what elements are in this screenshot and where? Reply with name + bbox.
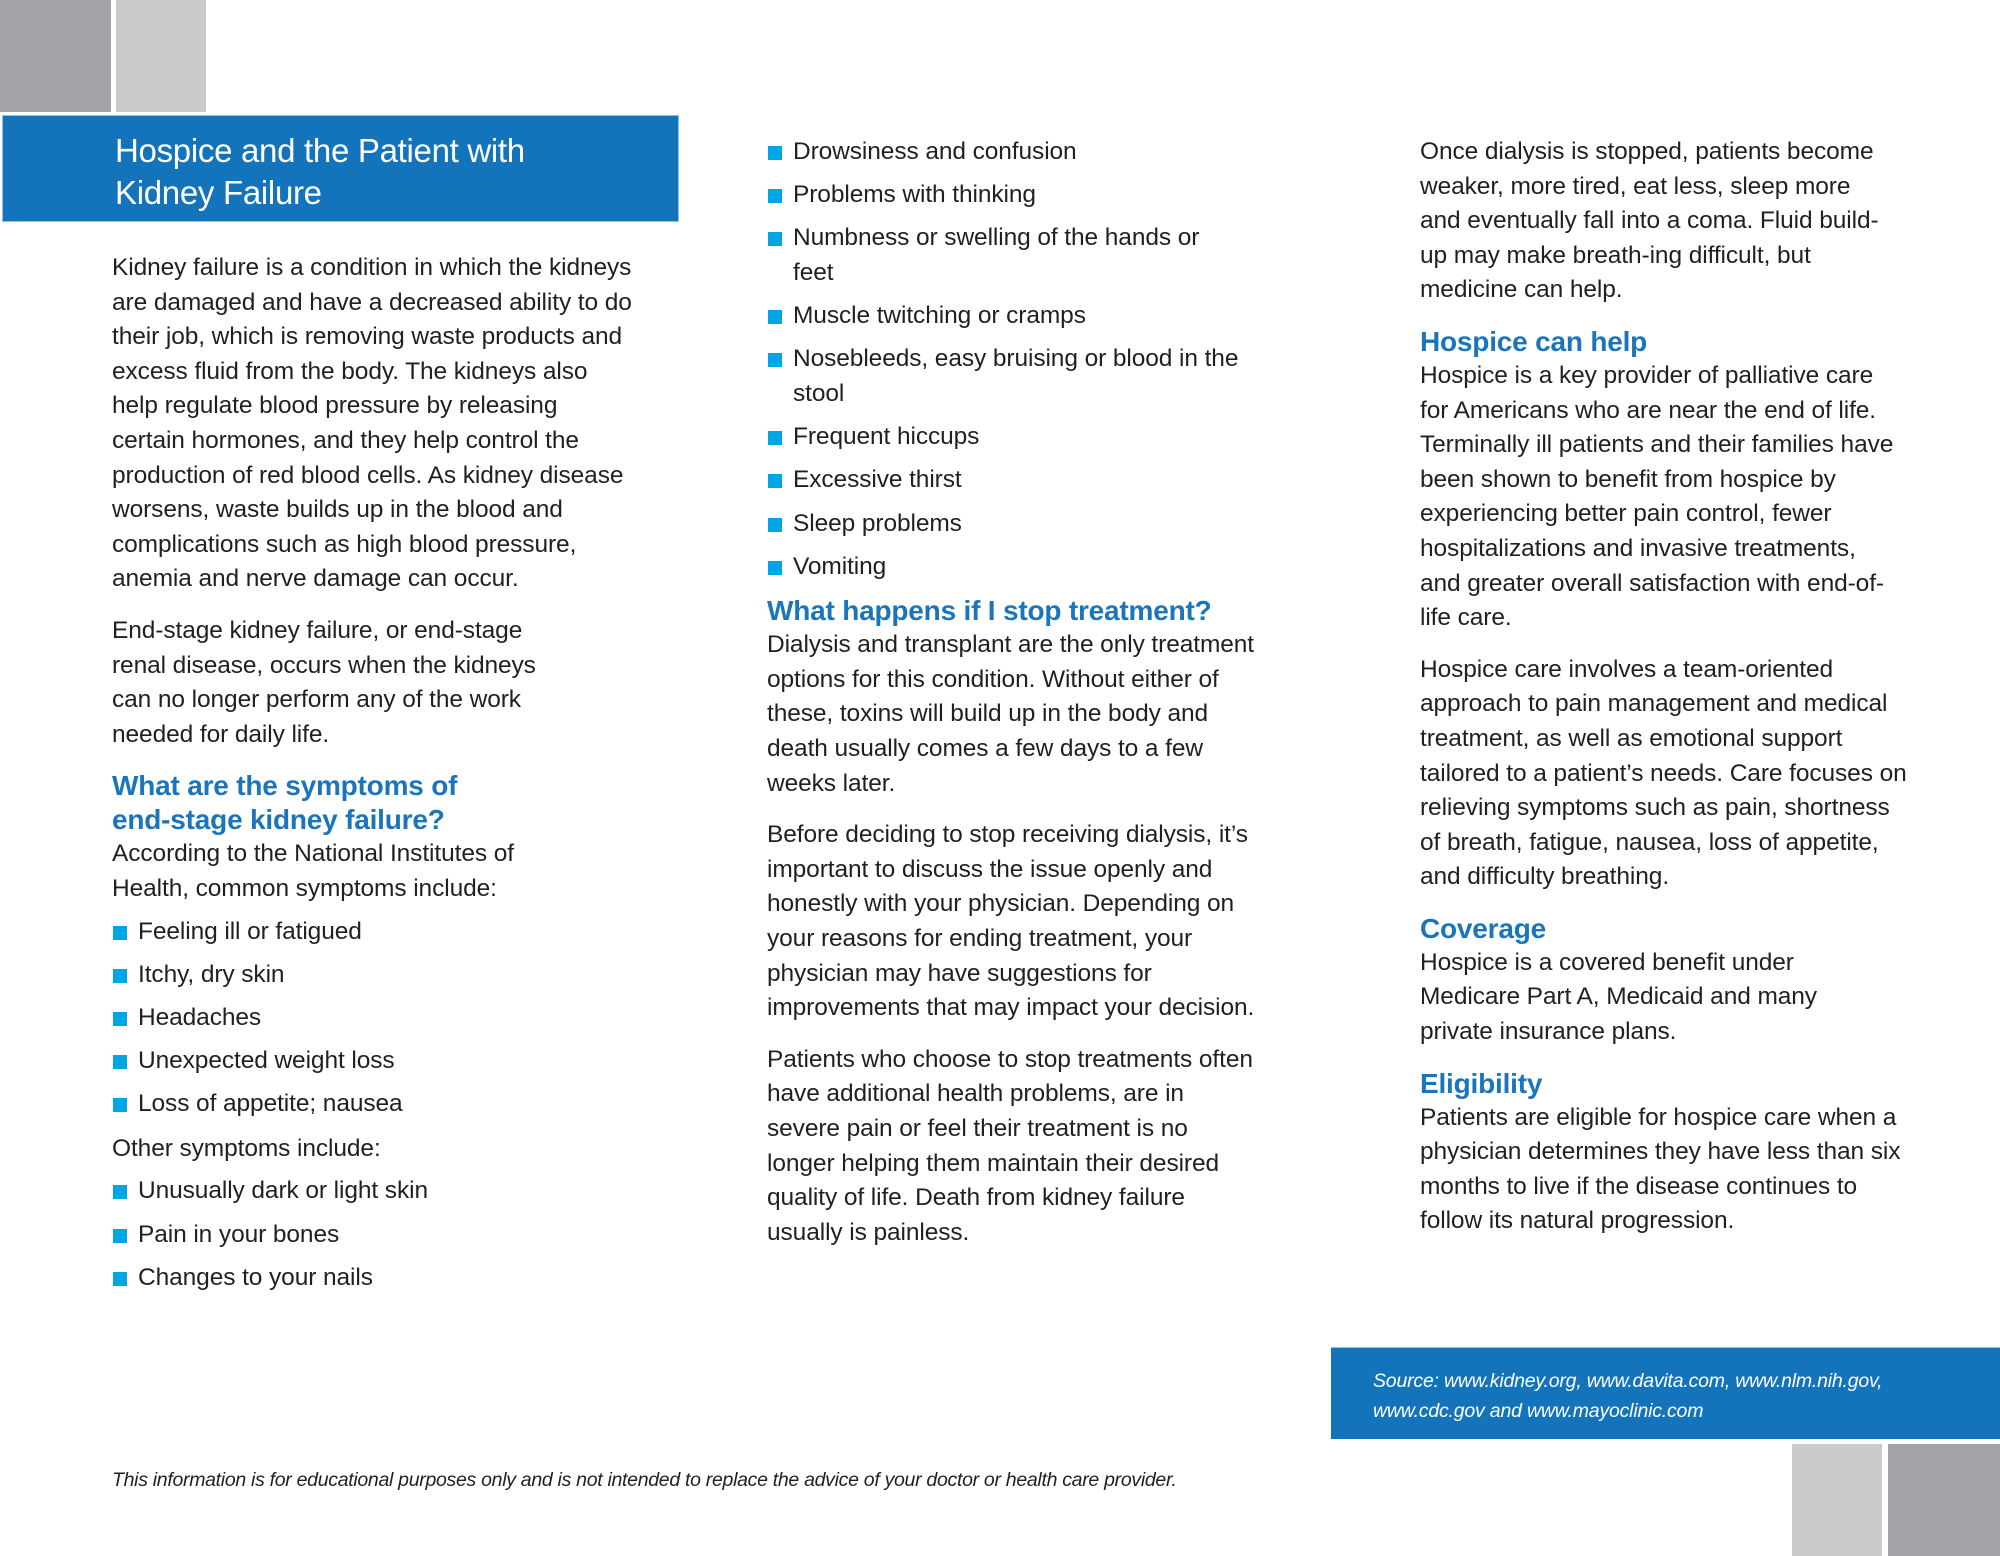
- list-item: Problems with thinking: [767, 178, 1237, 213]
- source-box: [1331, 1348, 2000, 1439]
- intro-paragraph: End-stage kidney failure, or end-stage renal disease, occurs when the kidneys can no longer perform any of the work needed for daily life.: [112, 616, 536, 748]
- list-item: Sleep problems: [767, 507, 1237, 542]
- list-item: Excessive thirst: [767, 463, 1237, 498]
- decorative-square-light: [116, 0, 206, 112]
- list-item: Changes to your nails: [112, 1261, 632, 1296]
- intro-paragraph: Kidney failure is a condition in which the kidneys are damaged and have a decreased ability to do their job, which is removing waste products and excess fluid from the body. The kidneys also help regulate blood pressure by releasing certain hormones, and they help control the production of red blood cells. As kidney disease worsens, waste builds up in the blood and complications such as high blood pressure, anemia and nerve damage can occur.: [112, 254, 632, 593]
- common-symptoms-list: [112, 915, 632, 1122]
- coverage-heading: Coverage: [1420, 912, 1547, 944]
- bullet-square-icon: [113, 969, 127, 983]
- bullet-square-icon: [113, 1012, 127, 1026]
- decorative-square-dark: [1888, 1444, 2000, 1556]
- page-title-line1: Hospice and the Patient with: [115, 132, 525, 169]
- stop-treatment-heading: What happens if I stop treatment?: [767, 595, 1212, 627]
- source-line2: www.cdc.gov and www.mayoclinic.com: [1373, 1400, 1704, 1422]
- eligibility-heading: Eligibility: [1420, 1067, 1543, 1099]
- page-title-line2: Kidney Failure: [115, 174, 322, 211]
- symptoms-intro: According to the National Institutes of Health, common symptoms include:: [112, 840, 514, 902]
- stop-paragraph: Dialysis and transplant are the only treatment options for this condition. Without either of these, toxins will build up in the body and death usually comes a few days to a few weeks later.: [767, 631, 1255, 797]
- list-item: Unusually dark or light skin: [112, 1174, 632, 1209]
- list-item: Loss of appetite; nausea: [112, 1087, 632, 1122]
- list-item: Itchy, dry skin: [112, 958, 632, 993]
- bullet-square-icon: [768, 474, 782, 488]
- bullet-square-icon: [113, 1055, 127, 1069]
- list-item: Vomiting: [767, 550, 1237, 585]
- other-symptoms-list-continued: [767, 135, 1237, 584]
- decorative-square-light: [1792, 1444, 1882, 1556]
- bullet-square-icon: [113, 1185, 127, 1199]
- symptoms-heading: What are the symptoms of end-stage kidney failure?: [112, 770, 458, 836]
- bullet-square-icon: [768, 518, 782, 532]
- decorative-square-dark: [0, 0, 111, 112]
- coverage-paragraph: Hospice is a covered benefit under Medicare Part A, Medicaid and many private insurance plans.: [1420, 948, 1817, 1046]
- title-banner: [3, 116, 678, 221]
- list-item: Pain in your bones: [112, 1218, 632, 1253]
- list-item: Muscle twitching or cramps: [767, 299, 1237, 334]
- dialysis-stopped-paragraph: Once dialysis is stopped, patients become weaker, more tired, eat less, sleep more and eventually fall into a coma. Fluid build-up may make breath-ing difficult, but medicine can help.: [1420, 138, 1879, 304]
- eligibility-paragraph: Patients are eligible for hospice care when a physician determines they have less than six months to live if the disease continues to follow its natural progression.: [1420, 1103, 1901, 1235]
- bullet-square-icon: [768, 232, 782, 246]
- bullet-square-icon: [113, 926, 127, 940]
- column-1: [112, 251, 632, 1305]
- list-item: Feeling ill or fatigued: [112, 915, 632, 950]
- other-symptoms-list: [112, 1174, 632, 1295]
- other-symptoms-intro: Other symptoms include:: [112, 1134, 381, 1162]
- bullet-square-icon: [113, 1272, 127, 1286]
- column-3: [1420, 135, 1920, 1256]
- bullet-square-icon: [768, 189, 782, 203]
- stop-paragraph: Before deciding to stop receiving dialysis, it’s important to discuss the issue openly and honestly with your physician. Depending on your reasons for ending treatment, your physician may have suggestions for improvements that may impact your decision.: [767, 821, 1255, 1022]
- list-item: Nosebleeds, easy bruising or blood in the stool: [767, 342, 1253, 411]
- disclaimer: This information is for educational purposes only and is not intended to replace the advice of your doctor or health care provider.: [112, 1469, 1177, 1491]
- bullet-square-icon: [768, 310, 782, 324]
- list-item: Frequent hiccups: [767, 420, 1237, 455]
- column-2: [767, 135, 1267, 1267]
- bullet-square-icon: [768, 353, 782, 367]
- source-line1: Source: www.kidney.org, www.davita.com, www.nlm.nih.gov,: [1373, 1370, 1883, 1392]
- bullet-square-icon: [768, 146, 782, 160]
- bullet-square-icon: [113, 1098, 127, 1112]
- hospice-can-help-heading: Hospice can help: [1420, 325, 1648, 357]
- bullet-square-icon: [768, 561, 782, 575]
- list-item: Drowsiness and confusion: [767, 135, 1237, 170]
- help-paragraph: Hospice care involves a team-oriented approach to pain management and medical treatment, as well as emotional support tailored to a patient’s needs. Care focuses on relieving symptoms such as pain, shortness of breath, fatigue, nausea, loss of appetite, and difficulty breathing.: [1420, 655, 1907, 891]
- list-item: Headaches: [112, 1001, 632, 1036]
- list-item: Unexpected weight loss: [112, 1044, 632, 1079]
- list-item: Numbness or swelling of the hands or feet: [767, 221, 1223, 290]
- stop-paragraph: Patients who choose to stop treatments often have additional health problems, are in severe pain or feel their treatment is no longer helping them maintain their desired quality of life. Death from kidney failure usually is painless.: [767, 1045, 1253, 1246]
- help-paragraph: Hospice is a key provider of palliative care for Americans who are near the end of life. Terminally ill patients and their families have been shown to benefit from hospice by experiencing better pain control, fewer hospitalizations and invasive treatments, and greater overall satisfaction with end-of-life care.: [1420, 361, 1894, 632]
- bullet-square-icon: [768, 431, 782, 445]
- bullet-square-icon: [113, 1229, 127, 1243]
